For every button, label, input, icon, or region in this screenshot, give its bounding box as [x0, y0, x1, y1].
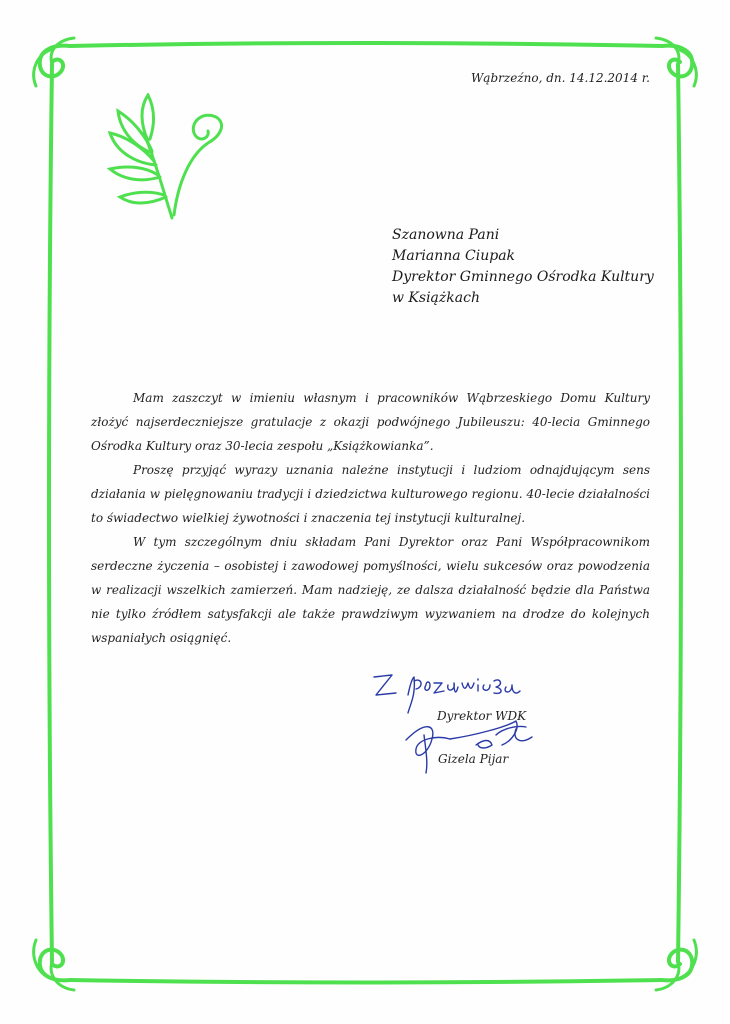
letter-body: [91, 386, 650, 650]
date-place: Wąbrzeźno, dn. 14.12.2014 r.: [470, 71, 650, 85]
signer-name: Gizela Pijar: [438, 752, 509, 766]
addressee-block: [392, 225, 654, 309]
addressee-name: Marianna Ciupak: [392, 248, 516, 264]
handwritten-signature: [366, 665, 566, 785]
leaf-logo-icon: [104, 93, 224, 223]
body-paragraph: Proszę przyjąć wyrazy uznania należne instytucji i ludziom odnajdującym sens działania w pielęgnowaniu tradycji i dziedzictwa kulturowego regionu. 40-lecie działalności to świadectwo wielkiej żywotności i znaczenia tej instytucji kulturalnej.: [91, 463, 650, 525]
signer-title: Dyrektor WDK: [437, 709, 527, 723]
body-paragraph: W tym szczególnym dniu składam Pani Dyrektor oraz Pani Współpracownikom serdeczne życzenia – osobistej i zawodowej pomyślności, wielu sukcesów oraz powodzenia w realizacji wszelkich zamierzeń. Mam nadzieję, ze dalsza działalność będzie dla Państwa nie tylko źródłem satysfakcji ale także prawdziwym wyzwaniem na drodze do kolejnych wspaniałych osiągnięć.: [91, 535, 650, 645]
body-paragraph: Mam zaszczyt w imieniu własnym i pracowników Wąbrzeskiego Domu Kultury złożyć najserdeczniejsze gratulacje z okazji podwójnego Jubileuszu: 40-lecia Gminnego Ośrodka Kultury oraz 30-lecia zespołu „Książkowianka”.: [91, 391, 650, 453]
addressee-salutation: Szanowna Pani: [392, 227, 500, 243]
addressee-location: w Książkach: [392, 290, 480, 306]
addressee-position: Dyrektor Gminnego Ośrodka Kultury: [392, 269, 654, 285]
